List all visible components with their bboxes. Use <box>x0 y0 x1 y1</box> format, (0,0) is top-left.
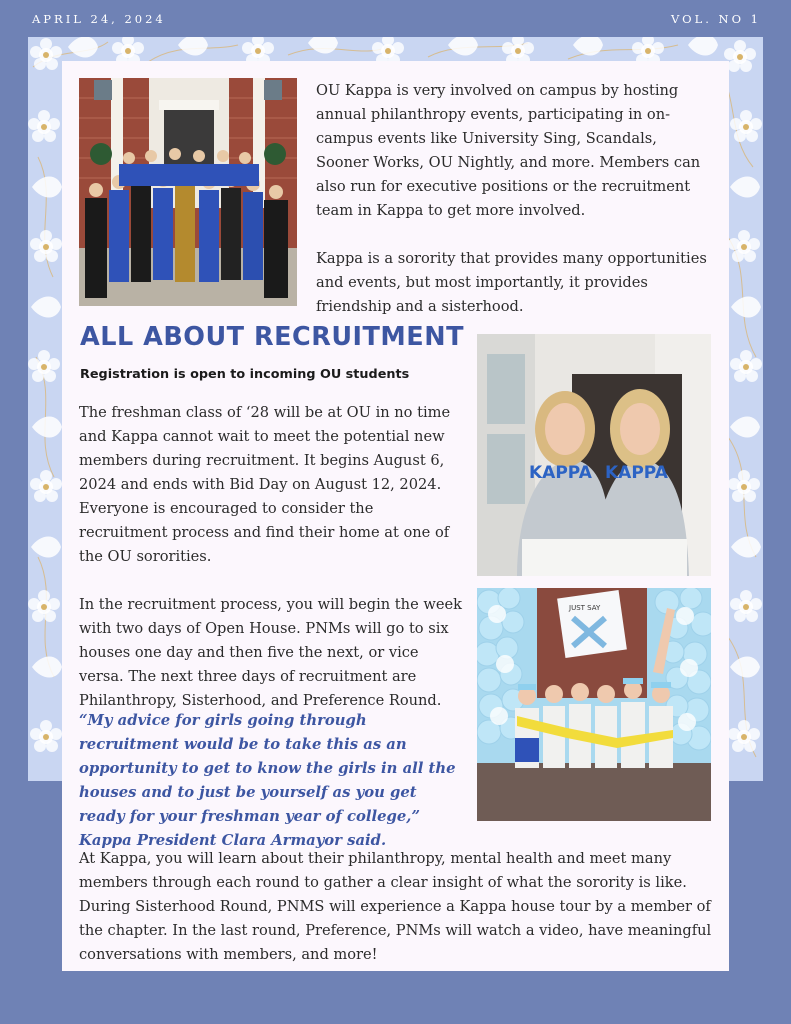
bid-day-photo <box>477 588 711 821</box>
intro-paragraph-2: Kappa is a sorority that provides many opportunities and events, but most importantly, it provides friendship and a sisterhood. <box>316 250 707 315</box>
recruitment-body <box>79 401 463 737</box>
masthead-date: APRIL 24, 2024 <box>32 12 166 26</box>
shirt-text-left: KAPPA <box>529 463 592 483</box>
pull-quote: “My advice for girls going through recruitment would be to take this as an opportunity to get to know the girls in all the houses and to just be yourself as you get ready for your freshman year of college,” Kappa President Clara Armayor said. <box>79 712 456 849</box>
members-photo <box>477 334 711 576</box>
shirt-text-right: KAPPA <box>605 463 668 483</box>
intro-paragraph-1: OU Kappa is very involved on campus by hosting annual philanthropy events, participating in on-campus events like University Sing, Scandals, Sooner Works, OU Nightly, and more. Members can also run for executive positions or the recruitment team in Kappa to get more involved. <box>316 82 701 219</box>
section-title: ALL ABOUT RECRUITMENT <box>80 322 464 352</box>
sign-text: JUST SAY <box>569 604 601 612</box>
section-subhead: Registration is open to incoming OU students <box>80 367 410 382</box>
group-photo <box>79 78 297 306</box>
masthead-volume: VOL. NO 1 <box>671 12 761 26</box>
closing-paragraph: At Kappa, you will learn about their philanthropy, mental health and meet many members through each round to gather a clear insight of what the sorority is like. During Sisterhood Round, PNMS will experience a Kappa house tour by a member of the chapter. In the last round, Preference, PNMs will watch a video, have meaningful conversations with members, and more! <box>79 850 712 963</box>
intro-text <box>316 79 714 343</box>
recruitment-paragraph-2: In the recruitment process, you will begin the week with two days of Open House. PNMs will go to six houses one day and then five the next, or vice versa. The next three days of recruitment are Philanthropy, Sisterhood, and Preference Round. <box>79 596 462 709</box>
recruitment-paragraph-1: The freshman class of ‘28 will be at OU in no time and Kappa cannot wait to meet the potential new members during recruitment. It begins August 6, 2024 and ends with Bid Day on August 12, 2024. Everyone is encouraged to consider the recruitment process and find their home at one of the OU sororities. <box>79 404 451 565</box>
